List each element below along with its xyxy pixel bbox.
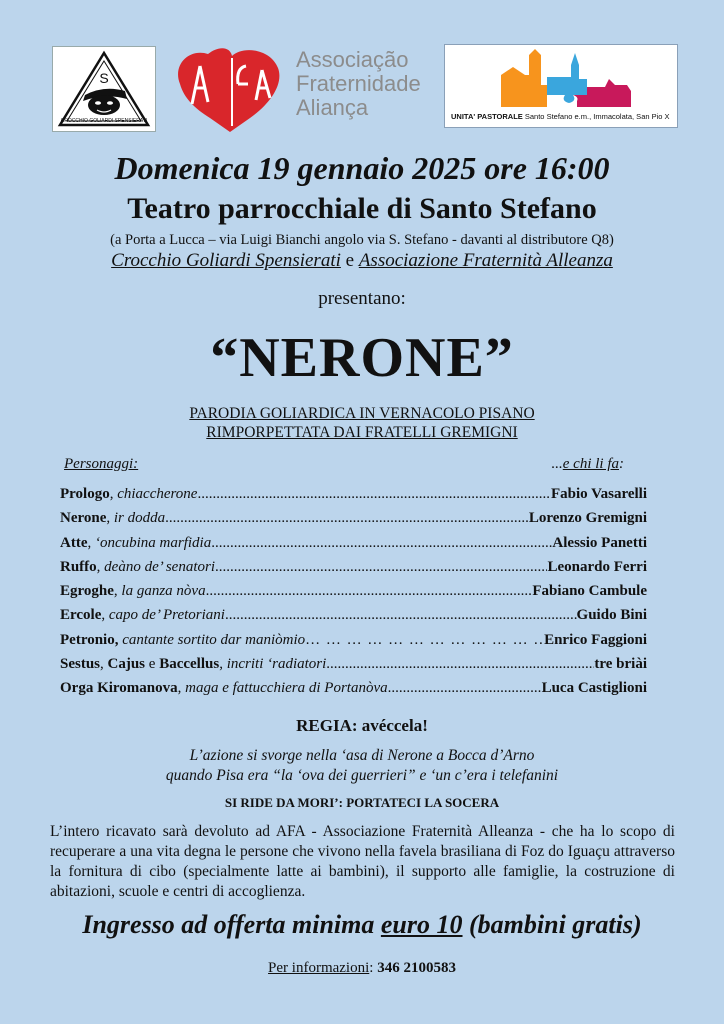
subtitle-line2: RIMPORPETTATA DAI FRATELLI GREMIGNI (206, 424, 518, 441)
cast-row (60, 559, 647, 583)
actor: Luca Castiglioni (541, 680, 647, 697)
conjunction: e (340, 250, 359, 271)
afa-name (296, 48, 421, 120)
dot-leader (211, 535, 552, 552)
cast-list (60, 486, 647, 705)
character-description: ‘oncubina marfidia (94, 534, 212, 551)
character-description: capo de’ Pretoriani (108, 607, 225, 624)
logo-bar (52, 44, 678, 132)
character-description: deàno de’ senatori (104, 558, 215, 575)
character: Atte (60, 534, 88, 551)
info-label: Per informazioni (268, 960, 370, 976)
actor: Alessio Panetti (552, 534, 647, 551)
role (60, 510, 165, 527)
cast-row (60, 607, 647, 631)
churches-puzzle-icon (445, 45, 677, 111)
separator: , (109, 486, 118, 502)
character-description: ir dodda (113, 510, 166, 527)
role (60, 680, 388, 697)
subtitle-line1: PARODIA GOLIARDICA IN VERNACOLO PISANO (189, 405, 535, 422)
afa-logo (170, 44, 440, 132)
caption-rest: Santo Stefano e.m., Immacolata, San Pio X (522, 112, 670, 121)
character: Nerone (60, 510, 107, 527)
entry-amount: euro 10 (380, 910, 463, 939)
separator: , (87, 534, 95, 551)
dot-leader (305, 632, 544, 649)
entry-prefix: Ingresso ad offerta minima (82, 910, 381, 939)
character: Petronio, (60, 631, 119, 648)
organizer-1: Crocchio Goliardi Spensierati (111, 250, 341, 271)
actors-header (552, 456, 625, 473)
address: (a Porta a Lucca – via Luigi Bianchi angolo via S. Stefano - davanti al distributore Q8) (110, 232, 614, 248)
separator: , (106, 510, 114, 527)
actors-header-suffix: : (619, 456, 624, 472)
afa-name-line1: Associação (296, 47, 409, 72)
cast-row (60, 535, 647, 559)
actors-header-text: e chi li fa (562, 456, 619, 472)
role (60, 583, 206, 600)
unita-pastorale-caption (451, 112, 670, 121)
separator: , (101, 607, 109, 624)
actor: Fabiano Cambule (532, 583, 647, 600)
dot-leader (388, 680, 542, 697)
separator: , (177, 680, 186, 697)
separator: , (113, 583, 122, 600)
actor: Leonardo Ferri (547, 558, 647, 575)
separator: , (96, 558, 105, 575)
afa-name-line3: Aliança (296, 95, 369, 120)
conjunction: e (145, 656, 160, 673)
setting-line2: quando Pisa era “la ‘ova dei guerrieri” e ‘un c’era i telefanini (165, 767, 559, 784)
contact-info (0, 960, 724, 977)
show-title: “NERONE” (210, 327, 514, 389)
actor: Fabio Vasarelli (551, 486, 647, 502)
actor: Lorenzo Gremigni (528, 510, 647, 527)
afa-heart-icon (170, 44, 286, 132)
character-description: maga e fattucchiera di Portanòva (185, 680, 388, 697)
separator: , (100, 656, 108, 673)
cgs-logo (52, 46, 156, 132)
cgs-triangle-icon (53, 47, 155, 131)
charity-description: L’intero ricavato sarà devoluto ad AFA - Associazione Fraternità Alleanza - che ha lo scopo di recuperare a una vita degna le persone che vivono nella favela brasiliana di Foz do Iguaçu attraverso la fornitura di cibo (specialmente latte ai bambini), il supporto alle famiglie, la costruzione di abitazioni, scuole e centri di accoglienza. (50, 823, 675, 900)
presentano: presentano: (318, 288, 406, 309)
dot-leader (225, 607, 577, 624)
character-description: cantante sortito dar maniòmio (122, 631, 306, 648)
tagline: SI RIDE DA MORI’: PORTATECI LA SOCERA (224, 795, 500, 810)
character-description: la ganza nòva (121, 583, 206, 600)
phone-number: 346 2100583 (377, 960, 456, 976)
entry-suffix: (bambini gratis) (462, 910, 642, 939)
character: Ercole (60, 607, 102, 624)
actors-header-prefix: ... (551, 456, 563, 472)
characters-header: Personaggi: (64, 456, 139, 472)
caption-bold: UNITA' PASTORALE (451, 112, 523, 121)
dot-leader (165, 510, 529, 527)
cgs-caption: CROCCHIO GOLIARDI SPENSIERATI (60, 118, 148, 124)
cast-row (60, 680, 647, 704)
setting-line1: L’azione si svorge nella ‘asa di Nerone a Bocca d’Arno (189, 747, 535, 764)
actor: tre briài (594, 656, 647, 673)
unita-pastorale-logo (444, 44, 678, 128)
direction-credit: REGIA: avéccela! (296, 716, 428, 735)
dot-leader (326, 656, 594, 673)
organizer-2: Associazione Fraternità Alleanza (358, 250, 613, 271)
role (60, 656, 326, 673)
cast-row (60, 510, 647, 534)
actor: Guido Bini (576, 607, 647, 624)
cast-row (60, 632, 647, 656)
setting-description (0, 746, 724, 786)
info-colon: : (369, 960, 378, 976)
dot-leader (206, 583, 533, 600)
role (60, 607, 225, 624)
role (60, 632, 305, 649)
cast-row (60, 486, 647, 510)
venue: Teatro parrocchiale di Santo Stefano (127, 192, 597, 225)
role (60, 535, 211, 552)
character: Prologo (60, 486, 110, 502)
organizers (0, 250, 724, 272)
svg-text:S: S (99, 70, 109, 86)
character-description: incriti ‘radiatori (226, 656, 327, 673)
event-date: Domenica 19 gennaio 2025 ore 16:00 (114, 150, 610, 186)
cast-row (60, 583, 647, 607)
character-description: chiaccherone (117, 486, 198, 502)
role (60, 486, 197, 503)
character: Orga Kiromanova (60, 680, 178, 697)
character: Sestus (60, 656, 101, 673)
actor: Enrico Faggioni (544, 631, 647, 648)
cast-row (60, 656, 647, 680)
character: Baccellus (159, 656, 220, 673)
role (60, 559, 215, 576)
dot-leader (215, 559, 547, 576)
entry-price (0, 910, 724, 940)
separator: , (219, 656, 227, 673)
character: Egroghe (60, 583, 114, 600)
dot-leader (197, 486, 551, 503)
show-subtitle (0, 404, 724, 442)
character: Ruffo (60, 558, 97, 575)
character: Cajus (107, 656, 146, 673)
afa-name-line2: Fraternidade (296, 71, 421, 96)
